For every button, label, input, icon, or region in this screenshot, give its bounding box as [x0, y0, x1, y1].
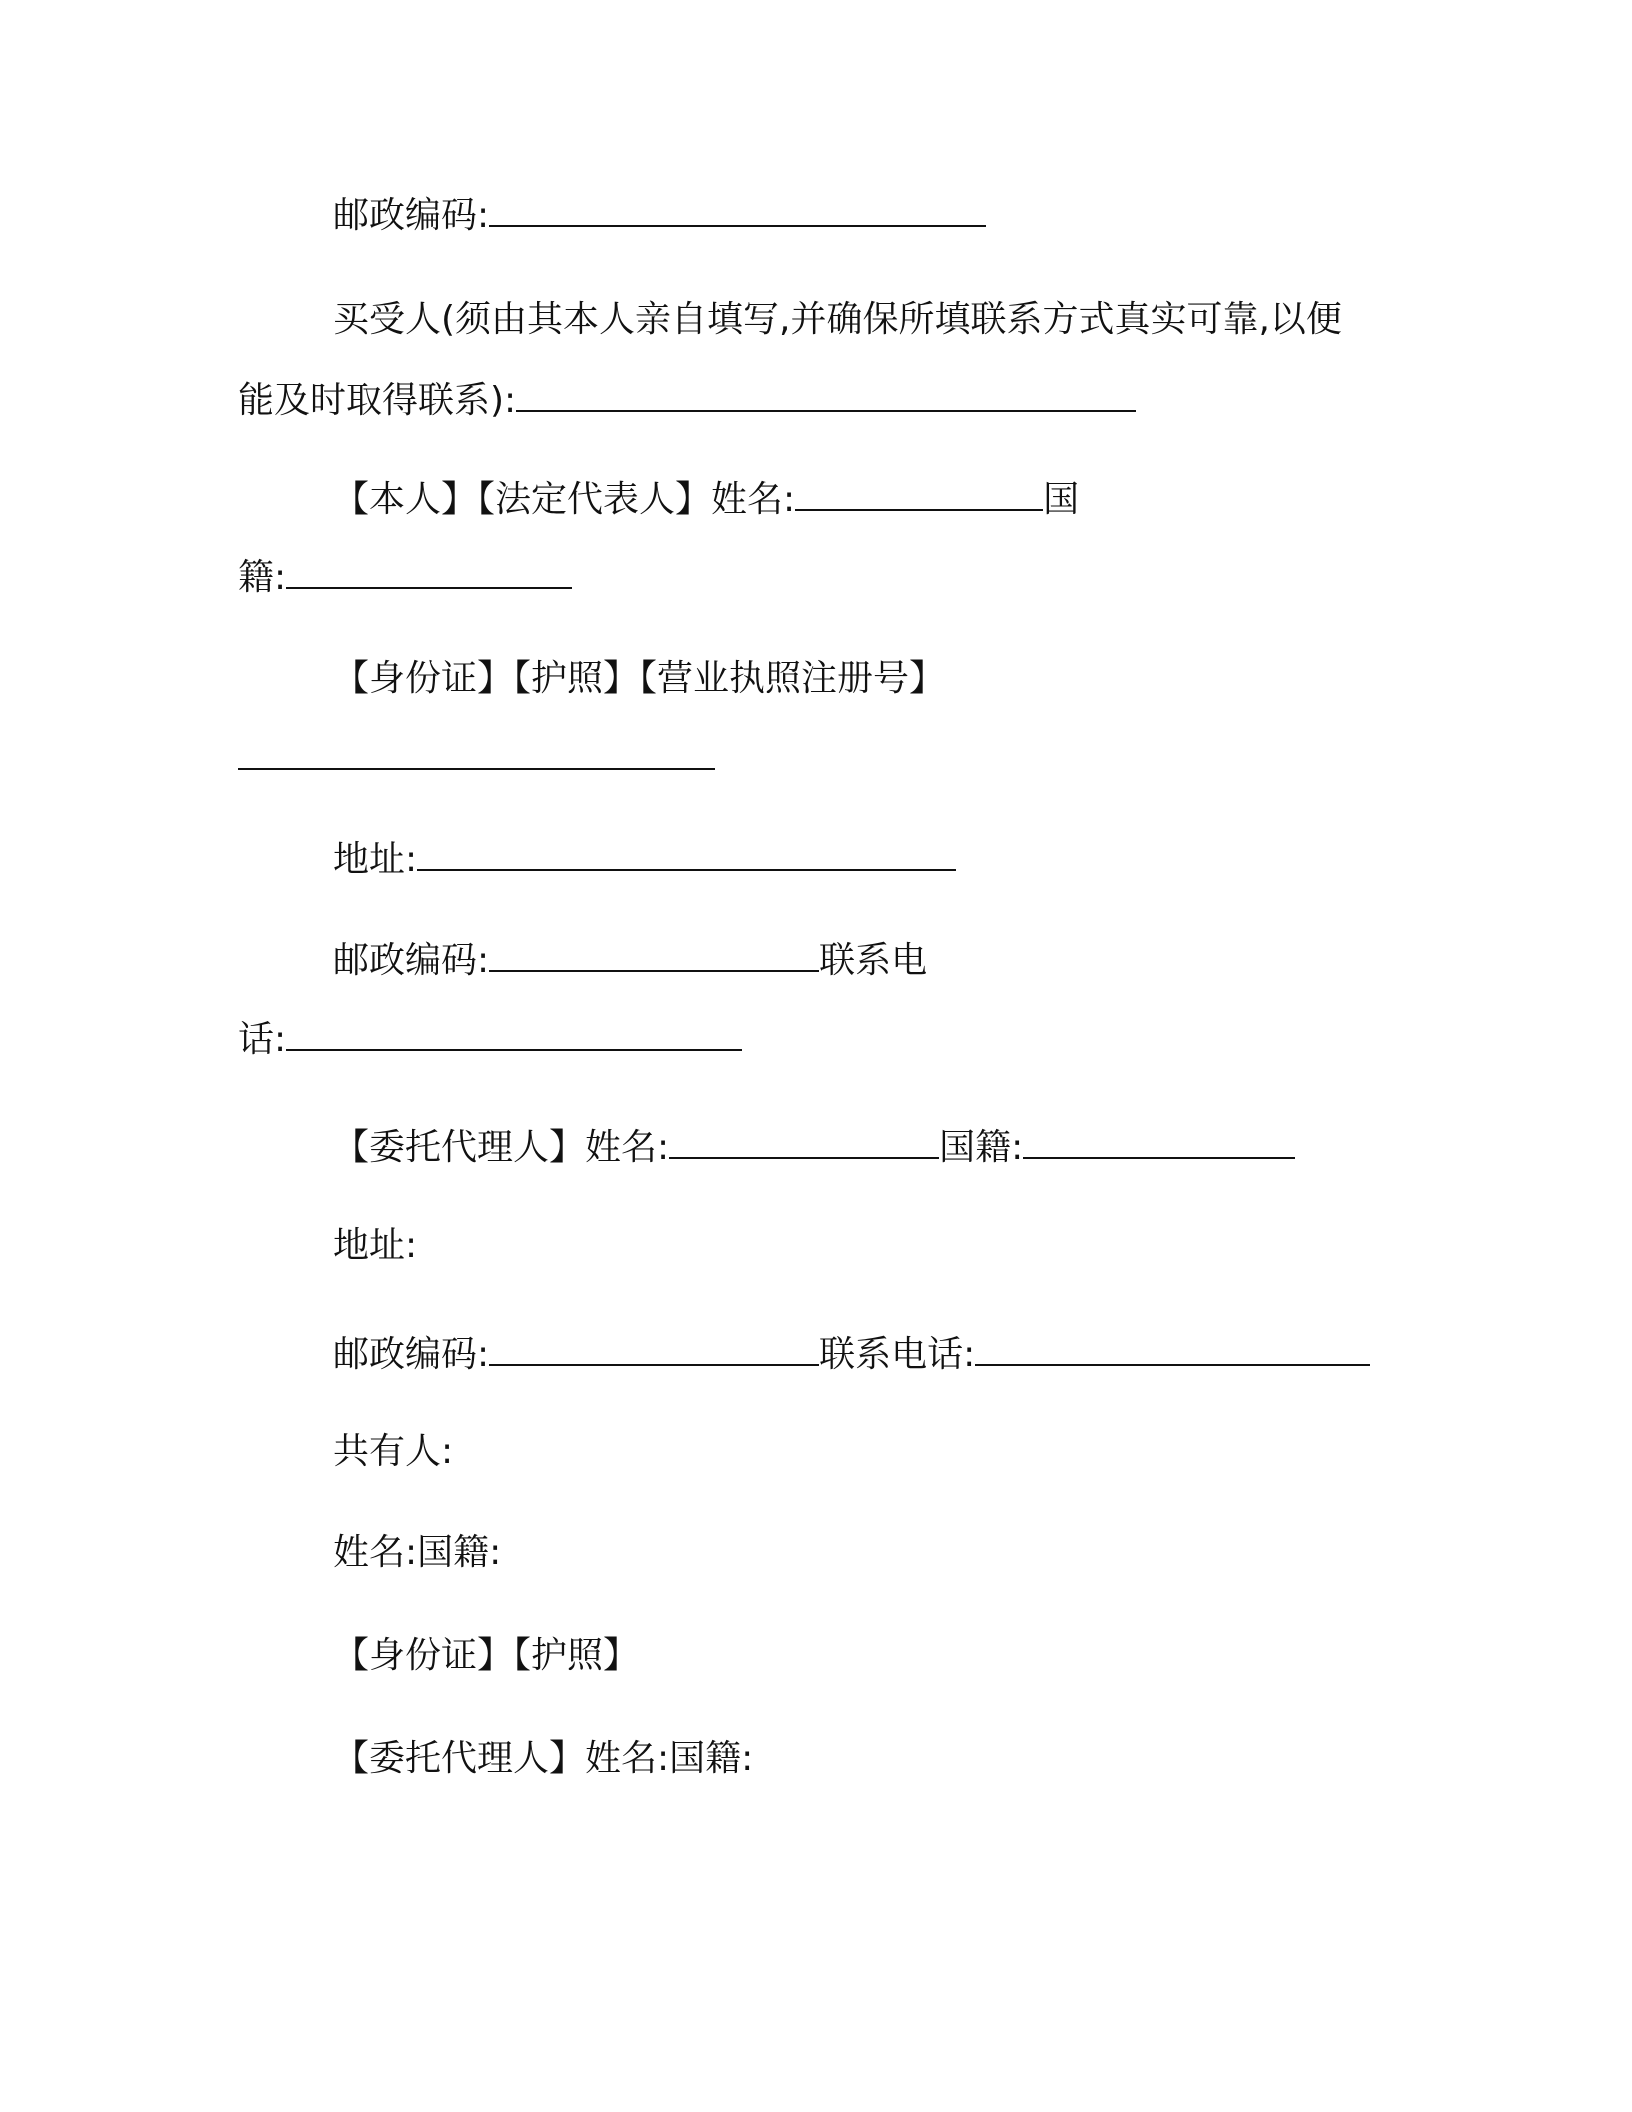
co-owner-id-type-line	[333, 1632, 639, 1680]
postal-code-label-2: 邮政编码:	[333, 940, 490, 981]
principal-name-line	[333, 476, 1079, 524]
agent-phone-label: 联系电话:	[819, 1334, 976, 1375]
agent-phone-blank[interactable]	[975, 1334, 1370, 1366]
buyer-contact-label: 能及时取得联系):	[238, 380, 517, 421]
agent-name-label: 【委托代理人】姓名:	[333, 1127, 670, 1168]
postal-code-blank[interactable]	[489, 195, 986, 227]
nationality-label-part1: 国	[1043, 479, 1080, 520]
agent-address-label: 地址:	[333, 1225, 418, 1266]
postal-code-line-1	[333, 192, 986, 240]
nationality-blank[interactable]	[286, 557, 572, 589]
co-owner-agent-line	[333, 1735, 753, 1783]
co-owner-name-line	[333, 1529, 501, 1577]
agent-name-blank[interactable]	[669, 1127, 939, 1159]
nationality-line	[238, 554, 572, 602]
buyer-instruction-text: 买受人(须由其本人亲自填写,并确保所填联系方式真实可靠,以便	[333, 299, 1342, 340]
phone-label-part1: 联系电	[819, 940, 928, 981]
postal-phone-line	[333, 937, 927, 985]
id-type-options: 【身份证】【护照】【营业执照注册号】	[333, 658, 946, 699]
principal-name-blank[interactable]	[795, 479, 1043, 511]
principal-name-label: 【本人】【法定代表人】姓名:	[333, 479, 796, 520]
buyer-instruction-line	[333, 296, 1342, 344]
agent-nationality-blank[interactable]	[1023, 1127, 1295, 1159]
phone-label-part2: 话:	[238, 1019, 287, 1060]
co-owner-name-label: 姓名:国籍:	[333, 1532, 502, 1573]
nationality-label-part2: 籍:	[238, 557, 287, 598]
agent-postal-code-blank[interactable]	[489, 1334, 819, 1366]
co-owner-line	[333, 1428, 453, 1476]
id-number-blank[interactable]	[238, 738, 715, 770]
agent-address-line	[333, 1222, 417, 1270]
buyer-contact-blank[interactable]	[516, 380, 1136, 412]
phone-blank[interactable]	[286, 1019, 742, 1051]
buyer-contact-line	[238, 377, 1136, 425]
postal-code-blank-2[interactable]	[489, 940, 819, 972]
address-label: 地址:	[333, 839, 418, 880]
id-number-line	[238, 735, 715, 783]
postal-code-label: 邮政编码:	[333, 195, 490, 236]
agent-postal-code-label: 邮政编码:	[333, 1334, 490, 1375]
address-blank[interactable]	[417, 839, 956, 871]
agent-name-line	[333, 1124, 1295, 1172]
address-line	[333, 836, 956, 884]
agent-nationality-label: 国籍:	[939, 1127, 1024, 1168]
agent-postal-phone-line	[333, 1331, 1370, 1379]
id-type-line	[333, 655, 945, 703]
co-owner-label: 共有人:	[333, 1431, 454, 1472]
phone-line	[238, 1016, 742, 1064]
co-owner-agent-label: 【委托代理人】姓名:国籍:	[333, 1738, 754, 1779]
co-owner-id-type-options: 【身份证】【护照】	[333, 1635, 640, 1676]
